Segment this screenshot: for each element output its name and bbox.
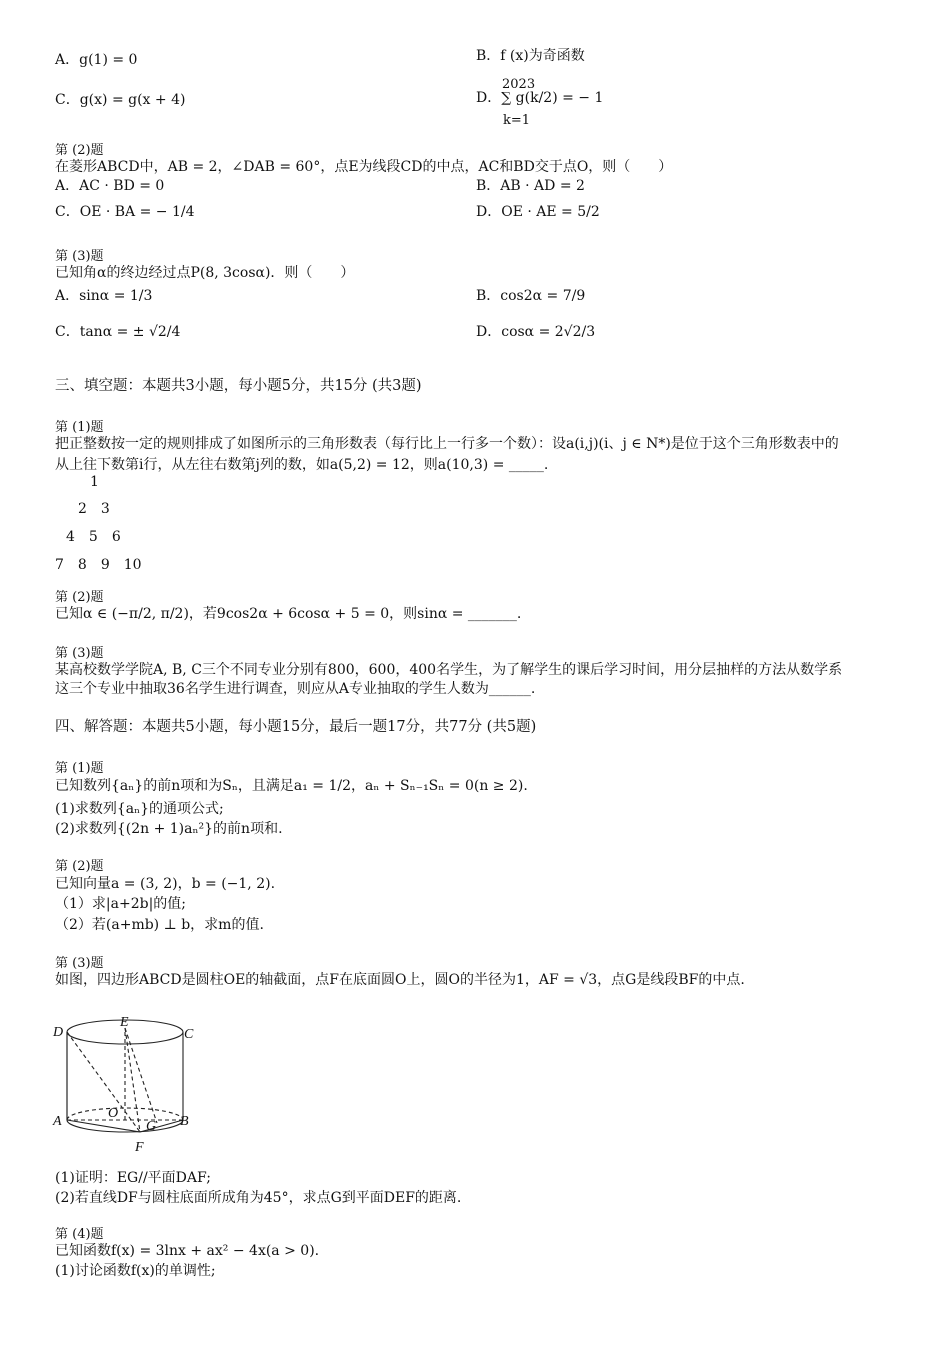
section-title: 四、解答题：本题共5小题，每小题15分，最后一题17分，共77分 (共5题) (55, 719, 537, 735)
question-line: (2)若直线DF与圆柱底面所成角为45°，求点G到平面DEF的距离. (55, 1190, 462, 1206)
section-title: 三、填空题：本题共3小题，每小题5分，共15分 (共3题) (55, 378, 422, 394)
label-b: B (180, 1114, 189, 1129)
label-g: G (146, 1119, 157, 1134)
label-e: E (120, 1015, 129, 1030)
option-b: B．f (x)为奇函数 (476, 48, 585, 64)
label-a: A (53, 1114, 62, 1129)
question-line: （1）求|a+2b|的值; (55, 896, 187, 912)
option-b: B．AB · AD = 2 (476, 178, 585, 194)
question-number: 第 (3)题 (55, 249, 104, 264)
question-line: 从上往下数第i行，从左往右数第j列的数，如a(5,2) = 12，则a(10,3) = _____. (55, 457, 549, 473)
option-a: A．sinα = 1/3 (55, 288, 153, 304)
sum-upper-limit: 2023 (502, 77, 536, 92)
question-line: (1)证明：EG//平面DAF; (55, 1170, 211, 1186)
label-o: O (108, 1106, 119, 1121)
question-number: 第 (3)题 (55, 646, 104, 661)
cylinder-figure (50, 1010, 210, 1160)
option-d: D．OE · AE = 5/2 (476, 204, 600, 220)
triangle-row: 4 5 6 (66, 529, 121, 545)
triangle-row: 2 3 (78, 501, 110, 517)
option-c: C．OE · BA = − 1/4 (55, 204, 195, 220)
question-number: 第 (1)题 (55, 420, 104, 435)
question-line: (2)求数列{(2n + 1)aₙ²}的前n项和. (55, 821, 283, 837)
option-d: D．∑ g(k/2) = − 1 (476, 90, 604, 106)
question-stem: 已知角α的终边经过点P(8, 3cosα)．则（ ） (55, 265, 355, 281)
question-line: 已知数列{aₙ}的前n项和为Sₙ，且满足a₁ = 1/2，aₙ + Sₙ₋₁Sₙ = 0(n ≥ 2). (55, 778, 528, 794)
question-line: 已知向量a = (3, 2)，b = (−1, 2). (55, 876, 276, 892)
question-line: 已知函数f(x) = 3lnx + ax² − 4x(a > 0). (55, 1243, 320, 1259)
label-c: C (184, 1027, 194, 1042)
option-b: B．cos2α = 7/9 (476, 288, 586, 304)
option-a: A．g(1) = 0 (55, 52, 138, 68)
question-line: (1)讨论函数f(x)的单调性; (55, 1263, 216, 1279)
option-d: D．cosα = 2√2/3 (476, 324, 596, 340)
question-line: 如图，四边形ABCD是圆柱OE的轴截面，点F在底面圆O上，圆O的半径为1，AF = √3，点G是线段BF的中点. (55, 972, 745, 988)
question-number: 第 (3)题 (55, 956, 104, 971)
question-line: 把正整数按一定的规则排成了如图所示的三角形数表（每行比上一行多一个数）：设a(i,j)(i、j ∈ N*)是位于这个三角形数表中的 (55, 436, 839, 452)
label-d: D (53, 1025, 64, 1040)
question-number: 第 (1)题 (55, 761, 104, 776)
option-c: C．g(x) = g(x + 4) (55, 92, 186, 108)
question-line: 这三个专业中抽取36名学生进行调查，则应从A专业抽取的学生人数为______. (55, 681, 536, 697)
triangle-row: 7 8 9 10 (55, 557, 142, 573)
question-number: 第 (2)题 (55, 590, 104, 605)
triangle-row: 1 (90, 474, 99, 490)
question-number: 第 (2)题 (55, 859, 104, 874)
question-line: (1)求数列{aₙ}的通项公式; (55, 801, 224, 817)
question-number: 第 (4)题 (55, 1227, 104, 1242)
question-line: 某高校数学学院A, B, C三个不同专业分别有800，600，400名学生，为了解学生的课后学习时间，用分层抽样的方法从数学系 (55, 662, 843, 678)
question-number: 第 (2)题 (55, 143, 104, 158)
option-c: C．tanα = ± √2/4 (55, 324, 181, 340)
question-stem: 在菱形ABCD中，AB = 2，∠DAB = 60°，点E为线段CD的中点，AC和BD交于点O，则（ ） (55, 159, 673, 175)
question-line: （2）若(a+mb) ⊥ b，求m的值. (55, 917, 264, 933)
sum-lower-limit: k=1 (503, 113, 531, 128)
label-f: F (135, 1140, 144, 1155)
option-a: A．AC · BD = 0 (55, 178, 165, 194)
question-line: 已知α ∈ (−π/2, π/2)，若9cos2α + 6cosα + 5 = 0，则sinα = _______. (55, 606, 522, 622)
